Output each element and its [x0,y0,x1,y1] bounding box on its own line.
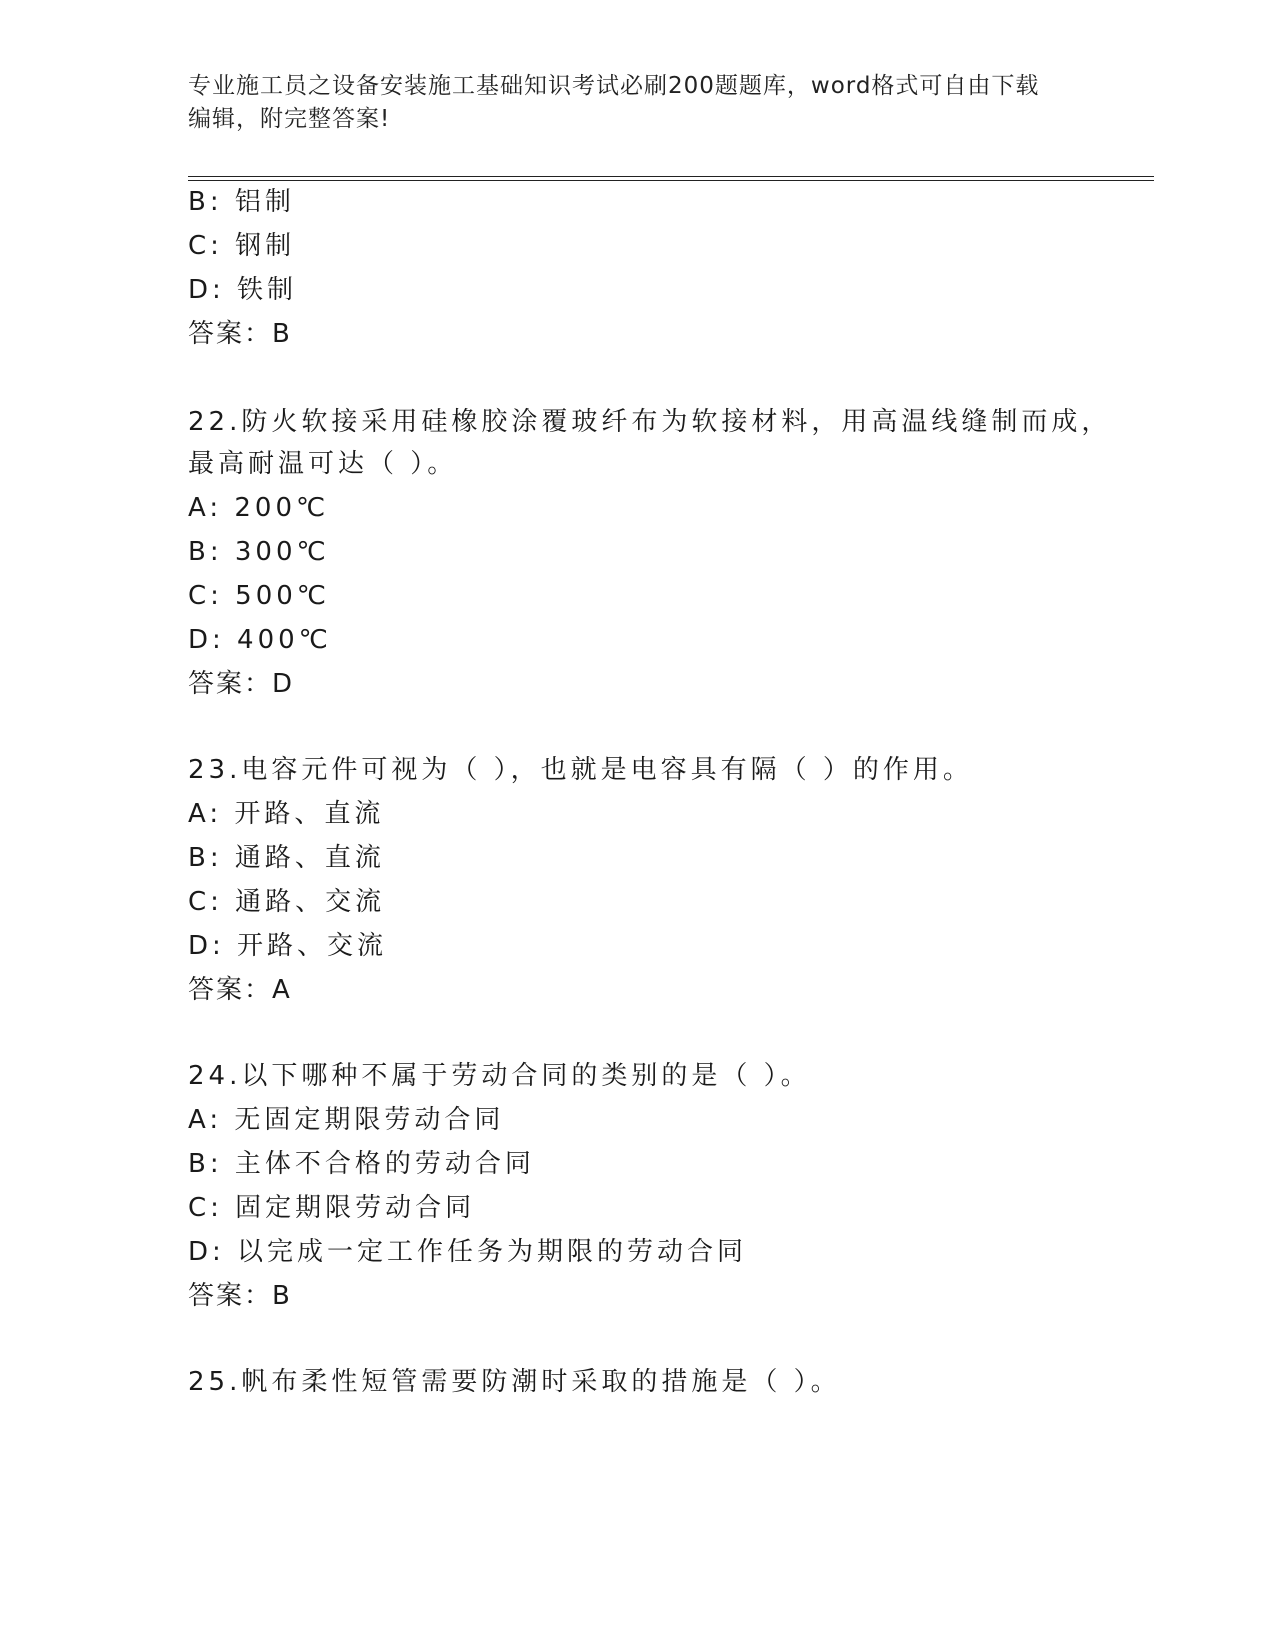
q22-option-a: A: 200℃ [188,493,330,523]
q24-option-c: C: 固定期限劳动合同 [188,1193,476,1223]
q21-option-d: D: 铁制 [188,275,298,305]
q24-stem-line-1: 24.以下哪种不属于劳动合同的类别的是（ ）。 [188,1061,811,1091]
q22-option-c: C: 500℃ [188,581,331,611]
q23-option-c: C: 通路、交流 [188,887,386,917]
q22-option-b: B: 300℃ [188,537,330,567]
q24-answer: 答案：B [188,1281,292,1311]
q24-option-b: B: 主体不合格的劳动合同 [188,1149,535,1179]
q24-option-a: A: 无固定期限劳动合同 [188,1105,505,1135]
q22-stem-line-2: 最高耐温可达（ ）。 [188,449,458,479]
header-divider [188,176,1154,181]
q21-answer: 答案：B [188,319,292,349]
q23-option-a: A: 开路、直流 [188,799,385,829]
q23-answer: 答案：A [188,975,292,1005]
q23-option-b: B: 通路、直流 [188,843,385,873]
q22-stem-line-1: 22.防火软接采用硅橡胶涂覆玻纤布为软接材料，用高温线缝制而成， [188,407,1112,437]
q22-option-d: D: 400℃ [188,625,332,655]
q21-option-c: C: 钢制 [188,231,296,261]
header-line-2: 编辑，附完整答案! [188,106,391,132]
q22-answer: 答案：D [188,669,295,699]
q23-stem-line-1: 23.电容元件可视为（ ），也就是电容具有隔（ ）的作用。 [188,755,973,785]
q25-stem-line-1: 25.帆布柔性短管需要防潮时采取的措施是（ ）。 [188,1367,841,1397]
q23-option-d: D: 开路、交流 [188,931,388,961]
q24-option-d: D: 以完成一定工作任务为期限的劳动合同 [188,1237,748,1267]
q21-option-b: B: 铝制 [188,187,295,217]
header-line-1: 专业施工员之设备安装施工基础知识考试必刷200题题库，word格式可自由下载 [188,73,1040,99]
document-header [188,70,1088,136]
